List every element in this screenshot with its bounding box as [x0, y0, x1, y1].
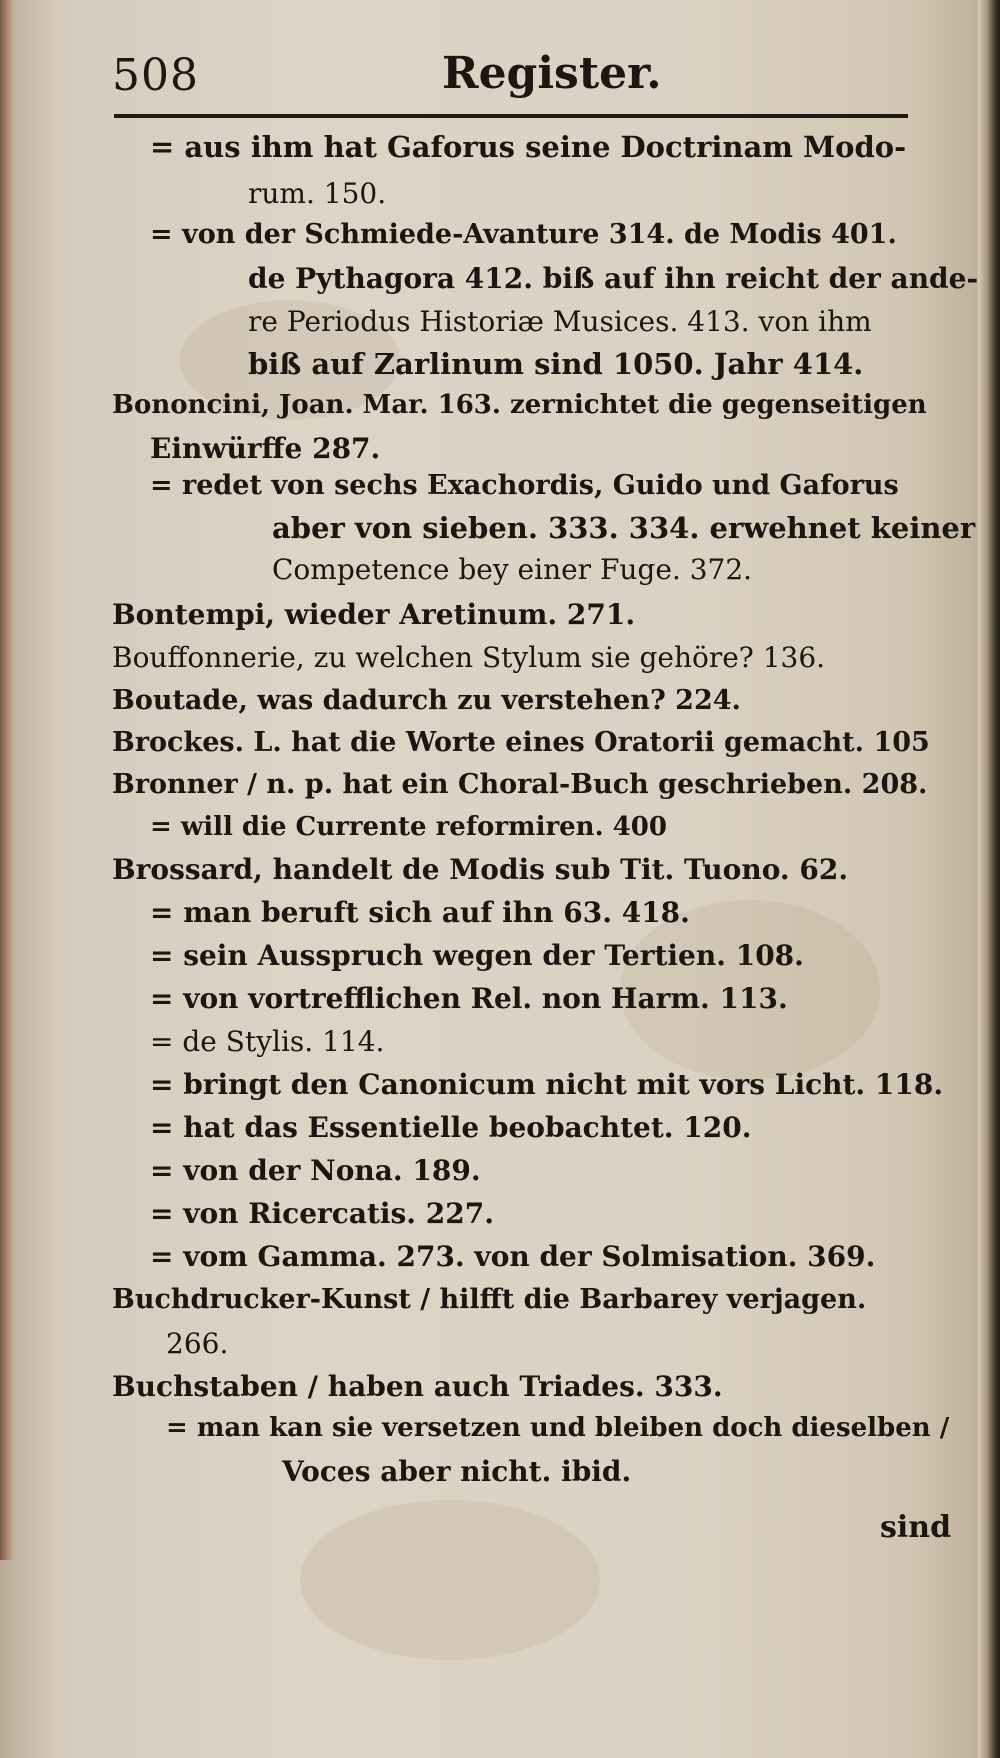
- entry-line: = redet von sechs Exachordis, Guido und Gaforus: [150, 470, 899, 501]
- entry-line: = will die Currente reformiren. 400: [150, 812, 667, 842]
- entry-line: Brockes. L. hat die Worte eines Oratorii gemacht. 105: [112, 727, 930, 758]
- entry-line: Brossard, handelt de Modis sub Tit. Tuono. 62.: [112, 853, 849, 886]
- entry-line: re Periodus Historiæ Musices. 413. von ihm: [248, 305, 872, 338]
- entry-line: = von vortrefflichen Rel. non Harm. 113.: [150, 982, 788, 1015]
- page-number: 508: [112, 50, 199, 101]
- entry-line: Buchdrucker-Kunst / hilfft die Barbarey verjagen.: [112, 1284, 867, 1315]
- entry-line: = von Ricercatis. 227.: [150, 1197, 494, 1230]
- entry-line: = von der Nona. 189.: [150, 1154, 481, 1187]
- entry-line: = bringt den Canonicum nicht mit vors Licht. 118.: [150, 1068, 944, 1101]
- running-head: Register.: [442, 48, 662, 99]
- entry-line: = man beruft sich auf ihn 63. 418.: [150, 896, 690, 929]
- entry-line: biß auf Zarlinum sind 1050. Jahr 414.: [248, 347, 864, 381]
- entry-line: Competence bey einer Fuge. 372.: [272, 553, 753, 586]
- entry-line: = aus ihm hat Gaforus seine Doctrinam Modo-: [150, 130, 907, 164]
- book-edge: [978, 0, 1000, 1758]
- catchword: sind: [880, 1510, 952, 1545]
- entry-line: = hat das Essentielle beobachtet. 120.: [150, 1111, 752, 1144]
- entry-line: = vom Gamma. 273. von der Solmisation. 369.: [150, 1240, 876, 1273]
- entry-line: Bronner / n. p. hat ein Choral-Buch geschrieben. 208.: [112, 769, 928, 800]
- entry-line: aber von sieben. 333. 334. erwehnet keiner: [272, 511, 976, 545]
- entry-line: de Pythagora 412. biß auf ihn reicht der ande-: [248, 262, 979, 295]
- entry-line: rum. 150.: [248, 177, 387, 210]
- entry-line: Bononcini, Joan. Mar. 163. zernichtet die gegenseitigen: [112, 390, 927, 420]
- entry-line: = sein Ausspruch wegen der Tertien. 108.: [150, 939, 804, 972]
- entry-line: Bontempi, wieder Aretinum. 271.: [112, 598, 636, 631]
- entry-line: Einwürffe 287.: [150, 432, 381, 465]
- entry-line: Buchstaben / haben auch Triades. 333.: [112, 1370, 723, 1403]
- entry-line: = von der Schmiede-Avanture 314. de Modis 401.: [150, 219, 897, 250]
- entry-line: = man kan sie versetzen und bleiben doch dieselben /: [166, 1413, 950, 1443]
- entry-line: 266.: [166, 1327, 229, 1360]
- entry-line: Bouffonnerie, zu welchen Stylum sie gehöre? 136.: [112, 641, 826, 674]
- entry-line: = de Stylis. 114.: [150, 1025, 385, 1058]
- entry-line: Boutade, was dadurch zu verstehen? 224.: [112, 685, 741, 716]
- entry-line: Voces aber nicht. ibid.: [282, 1455, 632, 1488]
